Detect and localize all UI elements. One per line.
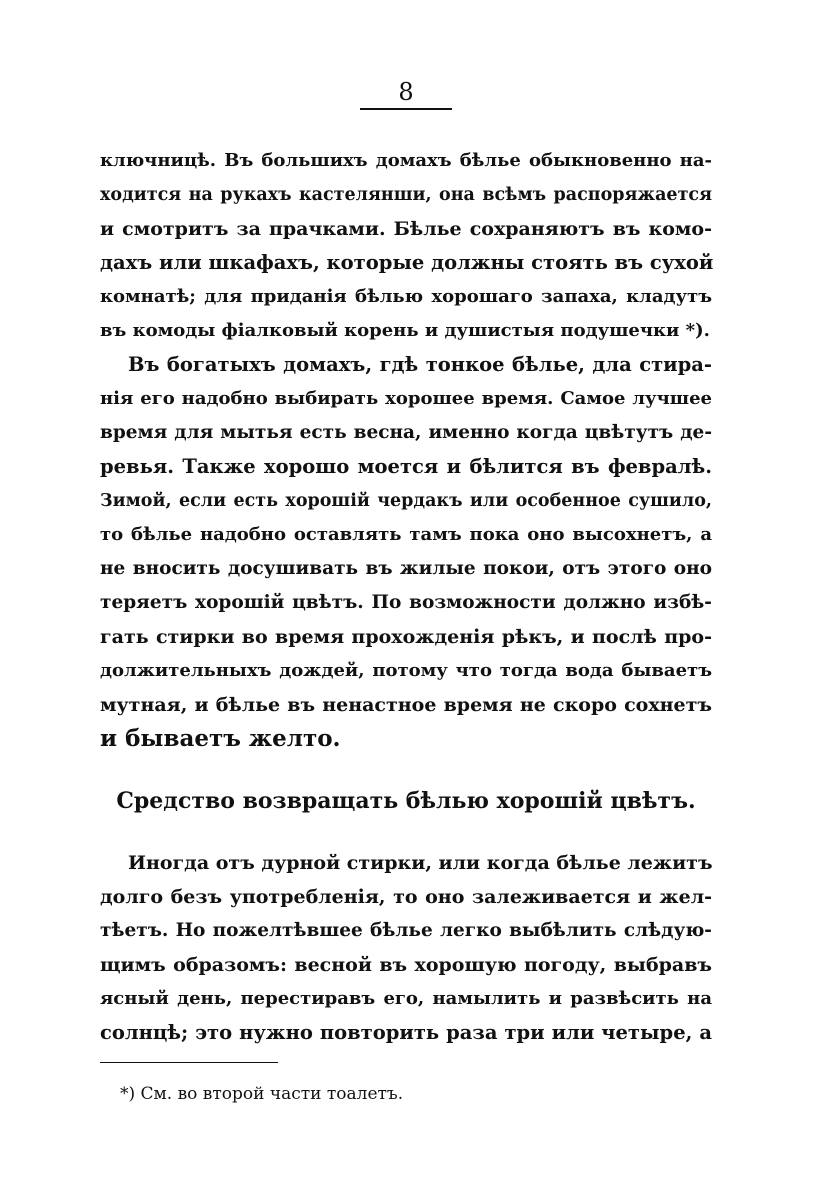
text-line: должительныхъ дождей, потому что тогда вода бываетъ: [100, 660, 712, 681]
text-line: комнатѣ; для приданія бѣлью хорошаго запаха, кладутъ: [100, 286, 712, 307]
text-line: ключницѣ. Въ большихъ домахъ бѣлье обыкновенно на-: [100, 150, 712, 171]
text-line: время для мытья есть весна, именно когда цвѣтутъ де-: [100, 422, 712, 443]
section-heading: Средство возвращать бѣлью хорошій цвѣтъ.: [116, 788, 696, 814]
text-line: теряетъ хорошій цвѣтъ. По возможности должно избѣ-: [100, 592, 712, 613]
text-line: Зимой, если есть хорошій чердакъ или особенное сушило,: [100, 491, 712, 511]
text-line: въ комоды фіалковый корень и душистыя подушечки *).: [100, 320, 710, 341]
text-line: Въ богатыхъ домахъ, гдѣ тонкое бѣлье, дла стира-: [128, 353, 712, 376]
text-line: долго безъ употребленія, то оно залеживается и жел-: [100, 886, 712, 908]
text-line: и смотритъ за прачками. Бѣлье сохраняютъ въ комо-: [100, 218, 712, 240]
text-line: не вносить досушивать въ жилые покои, отъ этого оно: [100, 558, 712, 579]
page-number: 8: [398, 78, 414, 106]
footnote: *) См. во второй части тоалетъ.: [120, 1084, 404, 1104]
text-line: ясный день, перестиравъ его, намылить и развѣсить на: [100, 988, 712, 1009]
text-line: ревья. Также хорошо моется и бѣлится въ февралѣ.: [100, 455, 712, 478]
page-number-rule: [360, 108, 452, 110]
text-line: то бѣлье надобно оставлять тамъ пока оно высохнетъ, а: [100, 524, 712, 545]
footnote-rule: [100, 1062, 278, 1063]
text-line: гать стирки во время прохожденія рѣкъ, и послѣ про-: [100, 626, 712, 648]
text-line: щимъ образомъ: весной въ хорошую погоду, выбравъ: [100, 954, 712, 976]
text-line: ходится на рукахъ кастелянши, она всѣмъ распоряжается: [100, 185, 712, 205]
text-line: нія его надобно выбирать хорошее время. Самое лучшее: [100, 388, 712, 409]
text-line: Иногда отъ дурной стирки, или когда бѣлье лежитъ: [128, 852, 713, 874]
text-line: и бываетъ желто.: [100, 725, 341, 752]
text-line: тѣетъ. Но пожелтѣвшее бѣлье легко выбѣлить слѣдую-: [100, 920, 712, 941]
text-line: солнцѣ; это нужно повторить раза три или четыре, а: [100, 1021, 712, 1044]
text-line: дахъ или шкафахъ, которые должны стоять въ сухой: [100, 251, 714, 274]
text-line: мутная, и бѣлье въ ненастное время не скоро сохнетъ: [100, 694, 712, 716]
